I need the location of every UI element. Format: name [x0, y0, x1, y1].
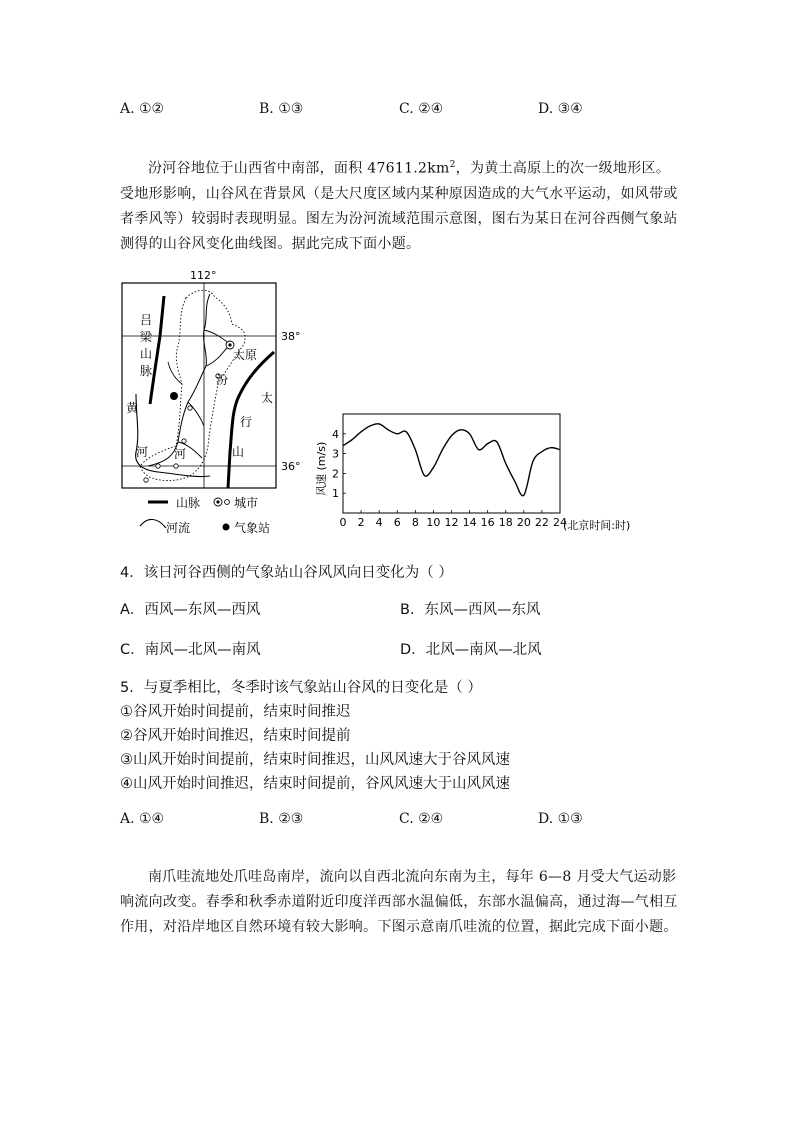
taihang-label-3: 山	[232, 445, 245, 459]
taiyuan-label: 太原	[233, 348, 258, 362]
x-tick-label: 12	[444, 516, 459, 529]
intro-sup: 2	[449, 160, 456, 170]
intro-line1: 汾河谷地位于山西省中南部，面积 47611.2km	[148, 160, 450, 177]
fen-tributary-5	[168, 362, 182, 384]
q5-item-3: ③山风开始时间提前，结束时间推迟，山风风速大于谷风风速	[120, 752, 510, 768]
q5-option-a: A. ①④	[120, 811, 165, 827]
legend-station-label: 气象站	[234, 521, 271, 535]
legend-city-label: 城市	[234, 496, 259, 510]
prev-option-b: B. ①③	[259, 101, 304, 117]
legend-station-symbol	[223, 524, 230, 531]
taiyuan-city-dot	[228, 343, 231, 346]
chart-xlabel: (北京时间:时)	[563, 519, 631, 532]
q5-item-1: ①谷风开始时间提前，结束时间推迟	[120, 704, 351, 720]
huang-he-label: 河	[136, 445, 149, 459]
yellow-river	[136, 394, 210, 477]
x-tick-label: 18	[498, 516, 513, 529]
weather-station-marker	[170, 392, 178, 400]
city-marker	[156, 464, 160, 468]
huang-label: 黄	[126, 401, 139, 415]
legend-river-symbol	[140, 519, 166, 528]
latitude-38-label: 38°	[281, 330, 301, 343]
y-tick-label: 1	[332, 487, 339, 501]
taihang-label-1: 太	[261, 391, 274, 405]
x-tick-label: 14	[462, 516, 477, 529]
legend-river-label: 河流	[166, 521, 191, 535]
luliang-label-3: 山	[140, 347, 153, 361]
y-tick-label: 2	[332, 467, 339, 481]
prev-option-d: D. ③④	[538, 101, 583, 117]
legend-mountain-label: 山脉	[176, 496, 201, 510]
city-marker	[188, 406, 192, 410]
x-tick-label: 2	[357, 516, 365, 529]
intro-paragraph-fenhe	[120, 153, 680, 257]
y-tick-label: 4	[332, 427, 339, 441]
luliang-label-4: 脉	[140, 364, 153, 378]
legend-city-symbol-2	[225, 500, 230, 505]
y-tick-label: 3	[332, 447, 339, 461]
luliang-mountain-line	[150, 296, 164, 404]
fen-he-label: 河	[174, 447, 187, 461]
city-marker	[144, 478, 148, 482]
x-tick-label: 0	[339, 516, 347, 529]
x-tick-label: 8	[411, 516, 419, 529]
q5-option-d: D. ①③	[538, 811, 583, 827]
longitude-label: 112°	[190, 269, 217, 282]
q5-option-b: B. ②③	[259, 811, 304, 827]
intro-line1-tail: ，为黄土高原上的次一级地形	[455, 160, 642, 177]
q5-option-c: C. ②④	[399, 811, 444, 827]
intro-paragraph-java-current: 南爪哇流地处爪哇岛南岸，流向以自西北流向东南为主，每年 6—8 月受大气运动影响流向改变。春季和秋季赤道附近印度洋西部水温偏低，东部水温偏高，通过海—气相互作用，对沿岸地区自然环境有较大影响。下图示意南爪哇流的位置，据此完成下面小题。	[120, 869, 678, 935]
q5-stem: 5．与夏季相比，冬季时该气象站山谷风的日变化是（ ）	[120, 680, 482, 696]
fenhe-basin-map	[118, 266, 328, 538]
q4-option-a: A．西风—东风—西风	[120, 602, 261, 618]
q4-option-c: C．南风—北风—南风	[120, 642, 261, 658]
x-tick-label: 6	[393, 516, 401, 529]
prev-option-c: C. ②④	[399, 101, 444, 117]
q5-item-4: ④山风开始时间推迟，结束时间提前，谷风风速大于山风风速	[120, 776, 510, 792]
chart-plot-area	[332, 414, 567, 529]
city-marker	[174, 464, 178, 468]
x-tick-label: 10	[426, 516, 441, 529]
fen-tributary-1	[204, 330, 230, 344]
wind-speed-chart	[310, 410, 660, 540]
chart-ylabel: 风速 (m/s)	[315, 441, 328, 496]
luliang-label-1: 吕	[140, 313, 153, 327]
latitude-36-label: 36°	[281, 460, 301, 473]
wind-speed-line	[343, 424, 560, 496]
chart-frame	[343, 414, 560, 513]
taihang-label-2: 行	[240, 415, 253, 429]
q5-item-2: ②谷风开始时间推迟，结束时间提前	[120, 728, 351, 744]
x-tick-label: 22	[534, 516, 549, 529]
q4-stem: 4．该日河谷西侧的气象站山谷风风向日变化为（ ）	[120, 565, 453, 581]
x-tick-label: 16	[480, 516, 495, 529]
x-tick-label: 24	[553, 516, 567, 529]
intro-rest: 区。受地形影响，山谷风在背景风（是大尺度区域内某种原因造成的大气水平运动，如风带或者季风等）较弱时表现明显。图左为汾河流域范围示意图，图右为某日在河谷西侧气象站测得的山谷风变化曲线图。据此完成下面小题。	[120, 160, 678, 252]
fen-river	[148, 294, 210, 466]
q4-option-b: B．东风—西风—东风	[400, 602, 541, 618]
q4-option-d: D．北风—南风—北风	[400, 642, 542, 658]
x-tick-label: 4	[375, 516, 383, 529]
x-tick-label: 20	[516, 516, 531, 529]
luliang-label-2: 梁	[140, 330, 153, 344]
prev-option-a: A. ①②	[120, 101, 165, 117]
city-marker	[182, 439, 186, 443]
fen-label: 汾	[216, 373, 229, 387]
